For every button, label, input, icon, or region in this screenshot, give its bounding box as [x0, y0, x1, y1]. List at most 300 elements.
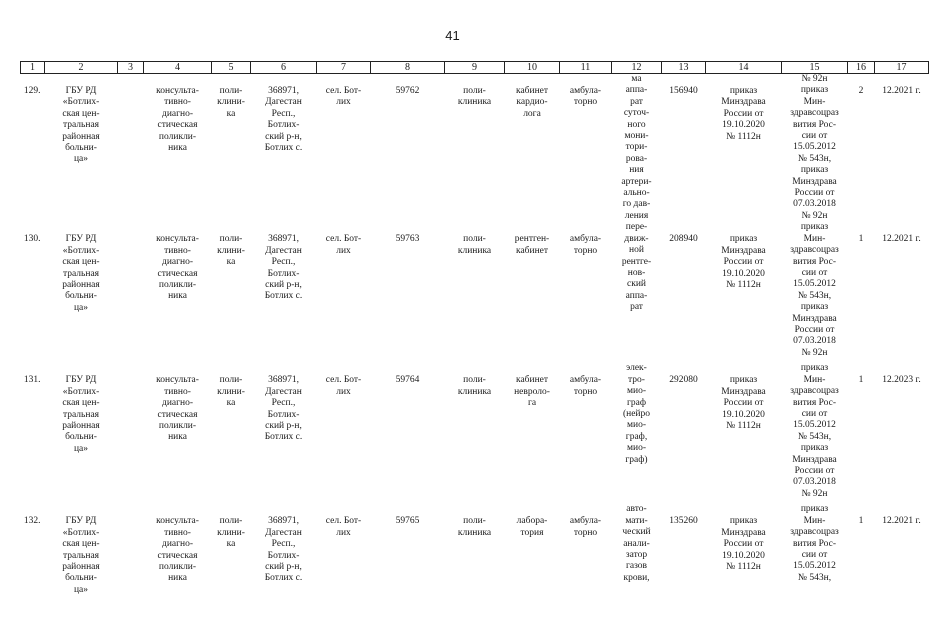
- order-line: Минздрава: [721, 97, 766, 108]
- order-line: России от: [723, 398, 764, 409]
- room-cell: [505, 222, 560, 363]
- basis-line: Мин-: [803, 374, 826, 385]
- address-line: Респ.,: [271, 108, 296, 119]
- empty-cell-cell: [118, 74, 144, 223]
- facility-kind-cell: [212, 363, 251, 504]
- facility-kind-cell: [212, 74, 251, 223]
- equipment-line: мио-: [626, 420, 646, 431]
- address-line: Ботлих-: [267, 120, 300, 131]
- address-cell: [251, 74, 317, 223]
- equipment-line: рентге-: [621, 256, 652, 267]
- unit-line: поли-: [463, 234, 486, 245]
- organization-line: больни-: [65, 573, 97, 584]
- care-form-line: торно: [573, 97, 598, 108]
- organization-cell: [45, 222, 118, 363]
- organization-line: ГБУ РД: [65, 516, 97, 527]
- date-cell: [875, 504, 929, 596]
- equipment-table: [20, 61, 929, 596]
- basis-cell: [782, 363, 848, 504]
- basis-line: 15.05.2012: [793, 420, 836, 431]
- address-line: ский р-н,: [265, 561, 302, 572]
- settlement-line: сел. Бот-: [325, 86, 362, 96]
- settlement-cell: [317, 74, 371, 223]
- equipment-continued-line: ма: [631, 74, 642, 84]
- settlement-line: сел. Бот-: [325, 375, 362, 386]
- facility-type-line: стическая: [157, 409, 198, 420]
- order-line: № 1112н: [726, 561, 761, 572]
- organization-line: «Ботлих-: [62, 97, 100, 108]
- basis-line: 15.05.2012: [793, 561, 836, 572]
- basis-line: приказ: [800, 222, 829, 233]
- header-cell: 2: [45, 62, 118, 74]
- address-line: ский р-н,: [265, 420, 302, 431]
- basis-line: вития Рос-: [793, 119, 836, 130]
- order-cell: [706, 74, 782, 223]
- header-cell: 10: [505, 62, 560, 74]
- equipment-line: ский: [627, 279, 646, 290]
- basis-line: вития Рос-: [793, 538, 836, 549]
- equipment-line: ческий: [622, 527, 651, 538]
- row-number-cell: [21, 74, 45, 223]
- header-row: [21, 62, 929, 74]
- equipment-line: граф: [626, 397, 647, 408]
- address-line: ский р-н,: [265, 279, 302, 290]
- facility-type-line: диагно-: [161, 539, 194, 550]
- order-line: Минздрава: [721, 386, 766, 397]
- organization-line: тральная: [62, 409, 100, 420]
- equipment-line: граф): [625, 454, 648, 465]
- unit-line: клиника: [457, 386, 492, 397]
- equipment-line: затор: [625, 549, 648, 560]
- facility-kind-cell: [212, 222, 251, 363]
- basis-line: № 543н,: [797, 572, 832, 583]
- date: 12.2021 г.: [882, 516, 921, 527]
- facility-kind-line: поли-: [219, 375, 243, 386]
- amount-cell: [662, 74, 706, 223]
- row-number: 129.: [23, 86, 41, 96]
- amount: 292080: [669, 375, 698, 386]
- order-line: 19.10.2020: [722, 550, 765, 561]
- facility-type-cell: [144, 74, 212, 223]
- facility-type-line: ника: [168, 291, 187, 302]
- facility-type-line: тивно-: [164, 245, 191, 256]
- unit-cell: [445, 504, 505, 596]
- settlement-cell: [317, 222, 371, 363]
- basis-line: № 543н,: [797, 290, 832, 301]
- organization-line: «Ботлих-: [62, 527, 100, 538]
- equipment-line: ления: [624, 210, 649, 221]
- equipment-line: мони-: [624, 131, 649, 142]
- facility-type-line: стическая: [157, 550, 198, 561]
- facility-type-line: диагно-: [161, 257, 194, 268]
- basis-line: Минздрава: [792, 454, 837, 465]
- facility-type-line: тивно-: [164, 97, 191, 108]
- date-cell: [875, 222, 929, 363]
- unit-line: поли-: [463, 375, 486, 386]
- header-cell: 6: [251, 62, 317, 74]
- organization-cell: [45, 504, 118, 596]
- address-line: Ботлих-: [267, 550, 300, 561]
- equipment-line: граф,: [625, 431, 648, 442]
- amount-cell: [662, 504, 706, 596]
- header-cell: 8: [371, 62, 445, 74]
- order-line: № 1112н: [726, 131, 761, 142]
- organization-line: районная: [62, 561, 100, 572]
- organization-line: районная: [62, 420, 100, 431]
- facility-type-line: ника: [168, 573, 187, 584]
- code-cell: [371, 222, 445, 363]
- organization-line: ГБУ РД: [65, 86, 97, 96]
- amount: 156940: [669, 86, 698, 96]
- unit-cell: [445, 222, 505, 363]
- address-cell: [251, 363, 317, 504]
- equipment-cell: [612, 504, 662, 596]
- facility-type-line: консульта-: [156, 86, 199, 96]
- room-line: тория: [520, 527, 544, 538]
- facility-kind-line: поли-: [219, 516, 243, 527]
- facility-type-line: стическая: [157, 120, 198, 131]
- facility-type-line: диагно-: [161, 108, 194, 119]
- code: 59763: [395, 234, 420, 245]
- header-cell: 7: [317, 62, 371, 74]
- settlement-cell: [317, 363, 371, 504]
- organization-line: ская цен-: [62, 539, 100, 550]
- date-cell: [875, 363, 929, 504]
- basis-line: здравсоцраз: [790, 527, 839, 538]
- basis-line: России от: [794, 465, 835, 476]
- facility-type-cell: [144, 363, 212, 504]
- header-cell: 9: [445, 62, 505, 74]
- settlement-line: лих: [336, 245, 351, 256]
- header-cell: 13: [662, 62, 706, 74]
- organization-line: тральная: [62, 120, 100, 131]
- basis-line: № 92н: [801, 488, 828, 499]
- code-cell: [371, 363, 445, 504]
- table-row: [21, 74, 929, 223]
- equipment-line: суточ-: [623, 108, 650, 119]
- header-cell: 14: [706, 62, 782, 74]
- amount: 135260: [669, 516, 698, 527]
- equipment-line: ного: [627, 119, 646, 130]
- address-line: 368971,: [268, 234, 299, 245]
- basis-cell: [782, 222, 848, 363]
- facility-type-line: поликли-: [158, 131, 197, 142]
- basis-line: № 543н,: [797, 431, 832, 442]
- unit-line: клиника: [457, 527, 492, 538]
- room-cell: [505, 363, 560, 504]
- basis-continued-line: № 92н: [801, 74, 828, 84]
- basis-line: Мин-: [803, 233, 826, 244]
- basis-line: приказ: [800, 504, 829, 515]
- room-line: лога: [523, 108, 541, 119]
- address-line: 368971,: [268, 516, 299, 527]
- organization-line: ца»: [73, 584, 89, 595]
- basis-line: здравсоцраз: [790, 386, 839, 397]
- row-number: 130.: [23, 234, 41, 245]
- equipment-line: авто-: [626, 504, 647, 515]
- basis-line: № 92н: [801, 347, 828, 358]
- equipment-line: го дав-: [622, 199, 651, 210]
- facility-kind-line: ка: [226, 108, 236, 119]
- address-line: Респ.,: [271, 398, 296, 409]
- equipment-line: газов: [625, 561, 648, 572]
- care-form-line: амбула-: [569, 516, 602, 527]
- basis-line: приказ: [800, 443, 829, 454]
- equipment-line: пере-: [625, 222, 648, 233]
- address-line: Респ.,: [271, 539, 296, 550]
- organization-cell: [45, 74, 118, 223]
- basis-cell: [782, 504, 848, 596]
- organization-line: тральная: [62, 550, 100, 561]
- organization-line: районная: [62, 279, 100, 290]
- facility-type-line: консульта-: [156, 516, 199, 527]
- basis-line: сии от: [801, 267, 828, 278]
- date: 12.2023 г.: [882, 375, 921, 386]
- address-cell: [251, 504, 317, 596]
- equipment-line: (нейро: [622, 408, 651, 419]
- organization-line: районная: [62, 131, 100, 142]
- table-row: [21, 504, 929, 596]
- organization-line: ская цен-: [62, 108, 100, 119]
- settlement-line: сел. Бот-: [325, 234, 362, 245]
- basis-line: приказ: [800, 165, 829, 176]
- unit-line: клиника: [457, 245, 492, 256]
- equipment-line: элек-: [626, 363, 647, 374]
- header-cell: 12: [612, 62, 662, 74]
- facility-type-line: поликли-: [158, 279, 197, 290]
- quantity-cell: [848, 363, 875, 504]
- order-line: Минздрава: [721, 245, 766, 256]
- empty-cell-cell: [118, 222, 144, 363]
- facility-type-cell: [144, 222, 212, 363]
- equipment-cell: [612, 74, 662, 223]
- quantity-cell: [848, 222, 875, 363]
- date: 12.2021 г.: [882, 86, 921, 96]
- basis-line: 07.03.2018: [793, 477, 836, 488]
- care-form-cell: [560, 504, 612, 596]
- organization-line: «Ботлих-: [62, 245, 100, 256]
- equipment-line: мати-: [625, 515, 648, 526]
- room-line: га: [527, 398, 537, 409]
- address-line: Дагестан: [265, 97, 302, 108]
- basis-line: приказ: [800, 363, 829, 374]
- header-cell: 5: [212, 62, 251, 74]
- address-line: Ботлих с.: [264, 143, 303, 154]
- organization-line: больни-: [65, 143, 97, 154]
- facility-kind-cell: [212, 504, 251, 596]
- code: 59764: [395, 375, 420, 386]
- basis-line: 07.03.2018: [793, 199, 836, 210]
- facility-type-line: ника: [168, 432, 187, 443]
- row-number-cell: [21, 504, 45, 596]
- order-line: Минздрава: [721, 527, 766, 538]
- address-line: Ботлих с.: [264, 432, 303, 443]
- care-form-cell: [560, 222, 612, 363]
- equipment-line: мио-: [626, 386, 646, 397]
- row-number: 132.: [23, 516, 41, 527]
- basis-line: сии от: [801, 549, 828, 560]
- organization-line: ца»: [73, 443, 89, 454]
- header-cell: 4: [144, 62, 212, 74]
- room-cell: [505, 74, 560, 223]
- basis-cell: [782, 74, 848, 223]
- unit-line: клиника: [457, 97, 492, 108]
- quantity: 2: [858, 86, 864, 96]
- order-line: России от: [723, 108, 764, 119]
- facility-type-line: консульта-: [156, 375, 199, 386]
- organization-line: ГБУ РД: [65, 234, 97, 245]
- facility-type-line: тивно-: [164, 386, 191, 397]
- basis-line: Мин-: [803, 96, 826, 107]
- header-cell: 3: [118, 62, 144, 74]
- equipment-line: рат: [630, 96, 643, 107]
- unit-line: поли-: [463, 86, 486, 96]
- order-line: 19.10.2020: [722, 120, 765, 131]
- room-line: кабинет: [515, 245, 549, 256]
- basis-line: 15.05.2012: [793, 142, 836, 153]
- care-form-line: торно: [573, 245, 598, 256]
- address-line: 368971,: [268, 86, 299, 96]
- room-cell: [505, 504, 560, 596]
- address-line: Ботлих-: [267, 268, 300, 279]
- facility-type-line: поликли-: [158, 420, 197, 431]
- row-number-cell: [21, 222, 45, 363]
- header-cell: 11: [560, 62, 612, 74]
- facility-type-line: консульта-: [156, 234, 199, 245]
- basis-line: здравсоцраз: [790, 108, 839, 119]
- facility-kind-line: клини-: [217, 97, 245, 108]
- order-line: приказ: [729, 516, 758, 527]
- settlement-line: лих: [336, 527, 351, 538]
- code: 59762: [395, 86, 420, 96]
- empty-cell-cell: [118, 363, 144, 504]
- settlement-line: лих: [336, 97, 351, 108]
- facility-kind-line: поли-: [219, 86, 243, 96]
- room-line: лабора-: [516, 516, 548, 527]
- facility-kind-line: ка: [226, 539, 236, 550]
- order-line: России от: [723, 539, 764, 550]
- care-form-line: торно: [573, 527, 598, 538]
- equipment-line: аппа-: [625, 290, 648, 301]
- organization-line: ца»: [73, 302, 89, 313]
- facility-type-line: диагно-: [161, 398, 194, 409]
- equipment-cell: [612, 222, 662, 363]
- basis-line: сии от: [801, 408, 828, 419]
- care-form-line: амбула-: [569, 375, 602, 386]
- settlement-line: лих: [336, 386, 351, 397]
- basis-line: приказ: [800, 85, 829, 96]
- equipment-line: мио-: [626, 443, 646, 454]
- basis-line: России от: [794, 188, 835, 199]
- order-cell: [706, 363, 782, 504]
- address-line: Ботлих-: [267, 409, 300, 420]
- header-cell: 17: [875, 62, 929, 74]
- order-line: приказ: [729, 234, 758, 245]
- organization-line: ская цен-: [62, 257, 100, 268]
- order-line: 19.10.2020: [722, 409, 765, 420]
- code: 59765: [395, 516, 420, 527]
- facility-type-line: поликли-: [158, 561, 197, 572]
- equipment-line: ния: [629, 165, 644, 176]
- basis-line: вития Рос-: [793, 256, 836, 267]
- room-line: невроло-: [514, 386, 550, 397]
- equipment-line: крови,: [623, 572, 650, 583]
- table-row: [21, 363, 929, 504]
- equipment-line: аппа-: [625, 85, 648, 96]
- equipment-line: артери-: [621, 176, 652, 187]
- facility-type-line: ника: [168, 143, 187, 154]
- address-cell: [251, 222, 317, 363]
- facility-kind-line: ка: [226, 398, 236, 409]
- equipment-line: тори-: [625, 142, 648, 153]
- row-number: 131.: [23, 375, 41, 386]
- date-cell: [875, 74, 929, 223]
- room-line: рентген-: [514, 234, 550, 245]
- organization-line: тральная: [62, 268, 100, 279]
- header-cell: 1: [21, 62, 45, 74]
- facility-type-line: тивно-: [164, 527, 191, 538]
- settlement-line: сел. Бот-: [325, 516, 362, 527]
- amount: 208940: [669, 234, 698, 245]
- address-line: Дагестан: [265, 386, 302, 397]
- equipment-line: ально-: [623, 188, 650, 199]
- header-cell: 16: [848, 62, 875, 74]
- code-cell: [371, 74, 445, 223]
- address-line: Дагестан: [265, 527, 302, 538]
- equipment-line: рат: [630, 302, 643, 313]
- facility-kind-line: клини-: [217, 527, 245, 538]
- order-line: № 1112н: [726, 420, 761, 431]
- basis-line: Минздрава: [792, 176, 837, 187]
- basis-line: приказ: [800, 302, 829, 313]
- basis-line: Мин-: [803, 515, 826, 526]
- order-line: № 1112н: [726, 279, 761, 290]
- care-form-line: амбула-: [569, 234, 602, 245]
- order-line: 19.10.2020: [722, 268, 765, 279]
- organization-line: больни-: [65, 291, 97, 302]
- care-form-line: торно: [573, 386, 598, 397]
- header-cell: 15: [782, 62, 848, 74]
- basis-line: здравсоцраз: [790, 245, 839, 256]
- unit-cell: [445, 74, 505, 223]
- basis-line: Минздрава: [792, 313, 837, 324]
- basis-line: сии от: [801, 131, 828, 142]
- address-line: Дагестан: [265, 245, 302, 256]
- facility-kind-line: клини-: [217, 386, 245, 397]
- room-line: кабинет: [515, 375, 549, 386]
- facility-kind-line: ка: [226, 257, 236, 268]
- equipment-line: анали-: [623, 538, 650, 549]
- basis-line: вития Рос-: [793, 397, 836, 408]
- room-line: кабинет: [515, 86, 549, 96]
- address-line: 368971,: [268, 375, 299, 386]
- basis-line: № 543н,: [797, 153, 832, 164]
- quantity-cell: [848, 504, 875, 596]
- empty-cell-cell: [118, 504, 144, 596]
- order-cell: [706, 504, 782, 596]
- organization-line: ская цен-: [62, 398, 100, 409]
- row-number-cell: [21, 363, 45, 504]
- order-line: приказ: [729, 375, 758, 386]
- basis-line: 07.03.2018: [793, 336, 836, 347]
- equipment-line: тро-: [628, 374, 645, 385]
- organization-cell: [45, 363, 118, 504]
- care-form-line: амбула-: [569, 86, 602, 96]
- organization-line: больни-: [65, 432, 97, 443]
- care-form-cell: [560, 74, 612, 223]
- organization-line: «Ботлих-: [62, 386, 100, 397]
- code-cell: [371, 504, 445, 596]
